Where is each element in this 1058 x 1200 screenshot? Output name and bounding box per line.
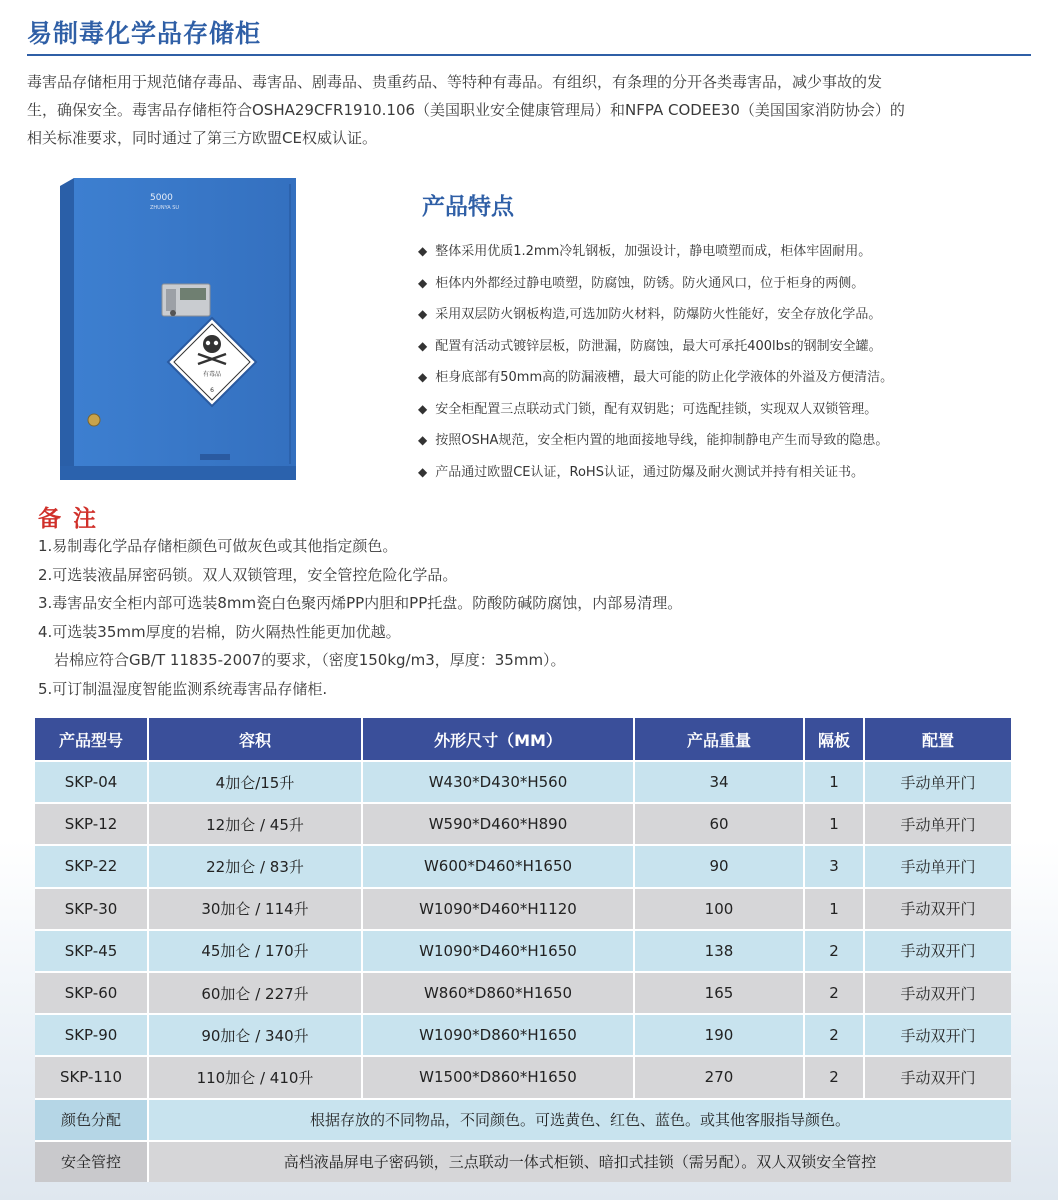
diamond-bullet-icon: ◆: [418, 401, 428, 416]
cell-volume: 90加仑 / 340升: [149, 1013, 363, 1055]
cell-shelves: 2: [805, 1055, 865, 1097]
col-header-volume: 容积: [149, 718, 363, 760]
note-item: 1.易制毒化学品存储柜颜色可做灰色或其他指定颜色。: [38, 537, 398, 555]
cell-config: 手动单开门: [865, 802, 1011, 844]
cell-model: SKP-45: [35, 929, 149, 971]
cell-config: 手动单开门: [865, 760, 1011, 802]
table-header-row: [35, 718, 1011, 760]
cell-model: SKP-90: [35, 1013, 149, 1055]
table-row: [35, 1055, 1011, 1097]
cell-weight: 90: [635, 844, 805, 886]
cell-volume: 45加仑 / 170升: [149, 929, 363, 971]
feature-item: ◆ 配置有活动式镀锌层板，防泄漏，防腐蚀，最大可承托400lbs的钢制安全罐。: [418, 338, 882, 354]
title-divider: [27, 54, 1031, 56]
cell-dimensions: W1500*D860*H1650: [363, 1055, 635, 1097]
cell-volume: 12加仑 / 45升: [149, 802, 363, 844]
table-row: [35, 844, 1011, 886]
cell-weight: 165: [635, 971, 805, 1013]
cell-shelves: 2: [805, 1013, 865, 1055]
cell-weight: 34: [635, 760, 805, 802]
cell-config: 手动双开门: [865, 929, 1011, 971]
cell-model: SKP-04: [35, 760, 149, 802]
notes-list: [38, 532, 1018, 703]
cell-weight: 100: [635, 887, 805, 929]
feature-item: ◆ 按照OSHA规范，安全柜内置的地面接地导线，能抑制静电产生而导致的隐患。: [418, 433, 889, 448]
cell-model: SKP-22: [35, 844, 149, 886]
feature-item: ◆ 整体采用优质1.2mm冷轧钢板，加强设计，静电喷塑而成，柜体牢固耐用。: [418, 244, 872, 259]
table-row: [35, 760, 1011, 802]
cell-weight: 60: [635, 802, 805, 844]
brand-text: 5000: [150, 193, 173, 203]
col-header-config: 配置: [865, 718, 1011, 760]
table-row: [35, 1013, 1011, 1055]
cell-config: 手动双开门: [865, 1055, 1011, 1097]
intro-line: 相关标准要求，同时通过了第三方欧盟CE权威认证。: [27, 129, 377, 147]
diamond-bullet-icon: ◆: [418, 338, 428, 353]
hazard-label: 有毒品: [202, 371, 222, 378]
note-item: 2.可选装液晶屏密码锁。双人双锁管理，安全管控危险化学品。: [38, 565, 458, 584]
footer-row-text: 根据存放的不同物品，不同颜色。可选黄色、红色、蓝色。或其他客服指导颜色。: [149, 1098, 1011, 1140]
diamond-bullet-icon: ◆: [418, 275, 428, 290]
diamond-bullet-icon: ◆: [418, 370, 428, 384]
cell-config: 手动双开门: [865, 1013, 1011, 1055]
col-header-model: 产品型号: [35, 718, 149, 760]
table-footer-row: [35, 1098, 1011, 1140]
cabinet-product-image: [60, 178, 300, 484]
cell-dimensions: W860*D860*H1650: [363, 971, 635, 1013]
hazard-class-number: 6: [210, 387, 214, 394]
intro-line: 毒害品存储柜用于规范储存毒品、毒害品、剧毒品、贵重药品、等特种有毒品。有组织，有条理的分开各类毒害品，减少事故的发: [27, 73, 883, 91]
diamond-bullet-icon: ◆: [418, 433, 428, 447]
cell-config: 手动双开门: [865, 971, 1011, 1013]
intro-paragraph: [27, 68, 1027, 152]
cell-volume: 60加仑 / 227升: [149, 971, 363, 1013]
features-heading: 产品特点: [422, 194, 514, 220]
diamond-bullet-icon: ◆: [418, 464, 428, 479]
feature-item: ◆ 采用双层防火钢板构造,可选加防火材料，防爆防火性能好，安全存放化学品。: [418, 307, 882, 322]
note-item: 3.毒害品安全柜内部可选装8mm瓷白色聚丙烯PP内胆和PP托盘。防酸防碱防腐蚀，内部易清理。: [38, 594, 683, 612]
table-row: [35, 802, 1011, 844]
col-header-weight: 产品重量: [635, 718, 805, 760]
intro-line: 生，确保安全。毒害品存储柜符合OSHA29CFR1910.106（美国职业安全健康管理局）和NFPA CODEE30（美国国家消防协会）的: [27, 101, 905, 119]
cell-shelves: 2: [805, 971, 865, 1013]
cell-dimensions: W1090*D860*H1650: [363, 1013, 635, 1055]
cell-dimensions: W600*D460*H1650: [363, 844, 635, 886]
col-header-dimensions: 外形尺寸（MM）: [363, 718, 635, 760]
cell-shelves: 1: [805, 760, 865, 802]
cell-weight: 190: [635, 1013, 805, 1055]
cell-dimensions: W1090*D460*H1650: [363, 929, 635, 971]
footer-row-label: 颜色分配: [35, 1098, 149, 1140]
diamond-bullet-icon: ◆: [418, 307, 428, 321]
notes-heading: 备注: [38, 506, 108, 532]
feature-item: ◆ 产品通过欧盟CE认证，RoHS认证，通过防爆及耐火测试并持有相关证书。: [418, 464, 864, 480]
cell-model: SKP-60: [35, 971, 149, 1013]
footer-row-text: 高档液晶屏电子密码锁，三点联动一体式柜锁、暗扣式挂锁（需另配）。双人双锁安全管控: [149, 1140, 1011, 1182]
note-item: 5.可订制温湿度智能监测系统毒害品存储柜.: [38, 679, 328, 698]
diamond-bullet-icon: ◆: [418, 244, 428, 258]
page-title: 易制毒化学品存储柜: [27, 19, 262, 48]
note-item: 4.可选装35mm厚度的岩棉，防火隔热性能更加优越。: [38, 622, 401, 641]
footer-row-label: 安全管控: [35, 1140, 149, 1182]
cell-shelves: 3: [805, 844, 865, 886]
cell-config: 手动双开门: [865, 887, 1011, 929]
cell-weight: 270: [635, 1055, 805, 1097]
cell-dimensions: W430*D430*H560: [363, 760, 635, 802]
cell-model: SKP-30: [35, 887, 149, 929]
table-row: [35, 971, 1011, 1013]
brand-subtext: ZHUNYA SU: [150, 205, 180, 211]
cell-weight: 138: [635, 929, 805, 971]
feature-item: ◆ 安全柜配置三点联动式门锁，配有双钥匙；可选配挂锁，实现双人双锁管理。: [418, 401, 878, 417]
spec-table: [35, 718, 1011, 1182]
note-item: 岩棉应符合GB/T 11835-2007的要求，（密度150kg/m3，厚度：35mm）。: [54, 651, 566, 669]
cell-dimensions: W1090*D460*H1120: [363, 887, 635, 929]
cell-shelves: 2: [805, 929, 865, 971]
cell-dimensions: W590*D460*H890: [363, 802, 635, 844]
table-footer-row: [35, 1140, 1011, 1182]
cell-volume: 4加仑/15升: [149, 760, 363, 802]
cell-volume: 110加仑 / 410升: [149, 1055, 363, 1097]
features-list: [418, 236, 1018, 488]
cell-volume: 30加仑 / 114升: [149, 887, 363, 929]
feature-item: ◆ 柜身底部有50mm高的防漏液槽，最大可能的防止化学液体的外溢及方便清洁。: [418, 370, 894, 385]
table-row: [35, 929, 1011, 971]
feature-item: ◆ 柜体内外都经过静电喷塑，防腐蚀，防锈。防火通风口，位于柜身的两侧。: [418, 275, 865, 291]
cell-config: 手动单开门: [865, 844, 1011, 886]
cell-shelves: 1: [805, 887, 865, 929]
cell-model: SKP-12: [35, 802, 149, 844]
cell-shelves: 1: [805, 802, 865, 844]
col-header-shelves: 隔板: [805, 718, 865, 760]
cell-model: SKP-110: [35, 1055, 149, 1097]
cell-volume: 22加仑 / 83升: [149, 844, 363, 886]
table-row: [35, 887, 1011, 929]
